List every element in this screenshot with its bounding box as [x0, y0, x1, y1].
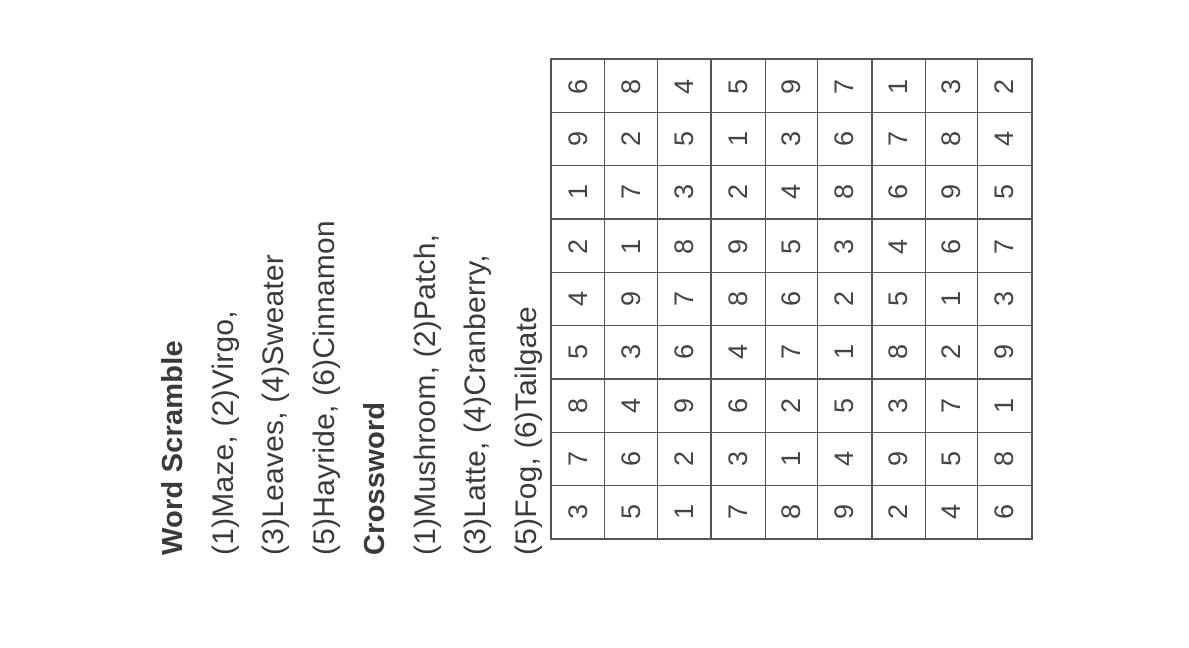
cell-digit: 2 — [936, 344, 967, 360]
grid-cell — [605, 325, 657, 379]
grid-cell — [765, 433, 817, 486]
cell-digit: 4 — [615, 398, 646, 414]
cell-digit: 8 — [668, 238, 699, 254]
grid-cell — [551, 219, 605, 273]
cell-digit: 8 — [723, 291, 754, 307]
grid-cell — [926, 485, 978, 539]
grid-cell — [605, 165, 657, 219]
cell-digit: 2 — [775, 398, 806, 414]
grid-row — [551, 379, 1032, 433]
grid-cell — [657, 273, 711, 326]
grid-cell — [818, 273, 872, 326]
grid-cell — [818, 113, 872, 166]
cell-digit: 5 — [723, 78, 754, 94]
grid-cell — [872, 325, 926, 379]
grid-cell — [551, 325, 605, 379]
grid-cell — [872, 113, 926, 166]
cell-digit: 1 — [615, 238, 646, 254]
cell-digit: 7 — [723, 504, 754, 520]
cell-digit: 2 — [828, 291, 859, 307]
cell-digit: 9 — [615, 291, 646, 307]
crossword-heading: Crossword — [359, 401, 391, 555]
grid-cell — [551, 113, 605, 166]
cell-digit: 2 — [989, 78, 1020, 94]
grid-cell — [765, 485, 817, 539]
grid-cell — [765, 165, 817, 219]
cell-digit: 3 — [989, 291, 1020, 307]
cell-digit: 7 — [775, 344, 806, 360]
grid-cell — [657, 219, 711, 273]
grid-row — [551, 485, 1032, 539]
cell-digit: 7 — [883, 131, 914, 147]
crossword-line: (3)Latte, (4)Cranberry, — [459, 254, 492, 555]
grid-row — [551, 219, 1032, 273]
cell-digit: 2 — [723, 184, 754, 200]
cell-digit: 3 — [883, 398, 914, 414]
cell-digit: 5 — [615, 504, 646, 520]
grid-cell — [551, 273, 605, 326]
grid-cell — [605, 273, 657, 326]
grid-cell — [978, 113, 1032, 166]
grid-cell — [765, 219, 817, 273]
grid-cell — [872, 219, 926, 273]
cell-digit: 5 — [775, 238, 806, 254]
cell-digit: 6 — [668, 344, 699, 360]
cell-digit: 5 — [828, 398, 859, 414]
grid-cell — [765, 273, 817, 326]
grid-cell — [818, 379, 872, 433]
word-scramble-line: (1)Maze, (2)Virgo, — [206, 310, 240, 555]
grid-cell — [657, 165, 711, 219]
cell-digit: 8 — [775, 504, 806, 520]
grid-cell — [872, 273, 926, 326]
cell-digit: 2 — [668, 451, 699, 467]
grid-cell — [978, 485, 1032, 539]
grid-cell — [818, 433, 872, 486]
cell-digit: 5 — [883, 291, 914, 307]
grid-cell — [711, 379, 765, 433]
grid-cell — [551, 165, 605, 219]
cell-digit: 1 — [668, 504, 699, 520]
cell-digit: 4 — [775, 184, 806, 200]
grid-cell — [978, 273, 1032, 326]
grid-cell — [711, 433, 765, 486]
grid-row — [551, 165, 1032, 219]
cell-digit: 6 — [615, 451, 646, 467]
grid-cell — [551, 485, 605, 539]
cell-digit: 5 — [936, 451, 967, 467]
cell-digit: 4 — [828, 451, 859, 467]
cell-digit: 6 — [936, 238, 967, 254]
grid-row — [551, 59, 1032, 113]
grid-cell — [926, 433, 978, 486]
cell-digit: 6 — [723, 398, 754, 414]
cell-digit: 1 — [775, 451, 806, 467]
grid-cell — [872, 379, 926, 433]
cell-digit: 9 — [936, 184, 967, 200]
grid-cell — [711, 325, 765, 379]
grid-cell — [657, 59, 711, 113]
cell-digit: 9 — [668, 398, 699, 414]
grid-cell — [926, 325, 978, 379]
grid-cell — [872, 433, 926, 486]
cell-digit: 6 — [828, 131, 859, 147]
grid-cell — [978, 165, 1032, 219]
grid-cell — [711, 113, 765, 166]
cell-digit: 1 — [723, 131, 754, 147]
cell-digit: 5 — [989, 184, 1020, 200]
cell-digit: 8 — [936, 131, 967, 147]
cell-digit: 7 — [936, 398, 967, 414]
cell-digit: 3 — [828, 238, 859, 254]
cell-digit: 4 — [723, 344, 754, 360]
cell-digit: 8 — [989, 451, 1020, 467]
grid-cell — [818, 219, 872, 273]
grid-cell — [605, 219, 657, 273]
grid-cell — [978, 325, 1032, 379]
grid-cell — [711, 165, 765, 219]
grid-cell — [551, 433, 605, 486]
grid-cell — [605, 433, 657, 486]
cell-digit: 3 — [562, 504, 593, 520]
cell-digit: 4 — [989, 131, 1020, 147]
grid-cell — [765, 379, 817, 433]
cell-digit: 8 — [562, 398, 593, 414]
cell-digit: 5 — [668, 131, 699, 147]
grid-cell — [926, 379, 978, 433]
grid-cell — [926, 113, 978, 166]
grid-cell — [926, 273, 978, 326]
word-scramble-line: (3)Leaves, (4)Sweater — [257, 254, 290, 555]
cell-digit: 1 — [883, 78, 914, 94]
grid-cell — [872, 165, 926, 219]
grid-cell — [551, 59, 605, 113]
cell-digit: 8 — [615, 78, 646, 94]
word-scramble-line: (5)Hayride, (6)Cinnamon — [307, 220, 341, 555]
grid-cell — [872, 485, 926, 539]
grid-row — [551, 433, 1032, 486]
cell-digit: 3 — [775, 131, 806, 147]
grid-cell — [765, 113, 817, 166]
cell-digit: 2 — [615, 131, 646, 147]
cell-digit: 3 — [936, 78, 967, 94]
crossword-line: (1)Mushroom, (2)Patch, — [408, 233, 442, 555]
crossword-line: (5)Fog, (6)Tailgate — [509, 306, 543, 555]
cell-digit: 9 — [562, 131, 593, 147]
cell-digit: 3 — [668, 184, 699, 200]
grid-cell — [926, 59, 978, 113]
grid-cell — [926, 219, 978, 273]
grid-cell — [657, 433, 711, 486]
cell-digit: 9 — [775, 78, 806, 94]
cell-digit: 1 — [989, 398, 1020, 414]
cell-digit: 4 — [883, 238, 914, 254]
grid-cell — [872, 59, 926, 113]
cell-digit: 5 — [562, 344, 593, 360]
cell-digit: 3 — [723, 451, 754, 467]
cell-digit: 6 — [562, 78, 593, 94]
cell-digit: 4 — [562, 291, 593, 307]
grid-cell — [605, 59, 657, 113]
sudoku-solution-grid — [550, 58, 1033, 540]
grid-cell — [605, 113, 657, 166]
grid-cell — [818, 59, 872, 113]
cell-digit: 9 — [723, 238, 754, 254]
grid-cell — [657, 379, 711, 433]
grid-cell — [765, 325, 817, 379]
grid-cell — [765, 59, 817, 113]
cell-digit: 7 — [668, 291, 699, 307]
cell-digit: 6 — [883, 184, 914, 200]
grid-cell — [711, 273, 765, 326]
cell-digit: 1 — [828, 344, 859, 360]
cell-digit: 2 — [883, 504, 914, 520]
grid-cell — [711, 219, 765, 273]
cell-digit: 7 — [989, 238, 1020, 254]
word-scramble-heading: Word Scramble — [157, 340, 189, 555]
grid-row — [551, 325, 1032, 379]
grid-cell — [605, 485, 657, 539]
cell-digit: 7 — [828, 78, 859, 94]
grid-cell — [978, 379, 1032, 433]
grid-cell — [551, 379, 605, 433]
grid-cell — [657, 485, 711, 539]
grid-cell — [657, 325, 711, 379]
cell-digit: 7 — [562, 451, 593, 467]
cell-digit: 4 — [668, 78, 699, 94]
cell-digit: 6 — [989, 504, 1020, 520]
grid-cell — [978, 219, 1032, 273]
cell-digit: 3 — [615, 344, 646, 360]
cell-digit: 9 — [883, 451, 914, 467]
grid-row — [551, 273, 1032, 326]
cell-digit: 9 — [989, 344, 1020, 360]
grid-cell — [605, 379, 657, 433]
grid-cell — [926, 165, 978, 219]
grid-cell — [711, 59, 765, 113]
grid-cell — [978, 433, 1032, 486]
cell-digit: 8 — [828, 184, 859, 200]
grid-cell — [978, 59, 1032, 113]
answer-key — [148, 220, 552, 555]
cell-digit: 1 — [562, 184, 593, 200]
cell-digit: 8 — [883, 344, 914, 360]
cell-digit: 2 — [562, 238, 593, 254]
grid-cell — [818, 325, 872, 379]
cell-digit: 4 — [936, 504, 967, 520]
cell-digit: 9 — [828, 504, 859, 520]
grid-row — [551, 113, 1032, 166]
grid-cell — [711, 485, 765, 539]
cell-digit: 7 — [615, 184, 646, 200]
cell-digit: 1 — [936, 291, 967, 307]
grid-cell — [657, 113, 711, 166]
grid-cell — [818, 165, 872, 219]
grid-cell — [818, 485, 872, 539]
cell-digit: 6 — [775, 291, 806, 307]
